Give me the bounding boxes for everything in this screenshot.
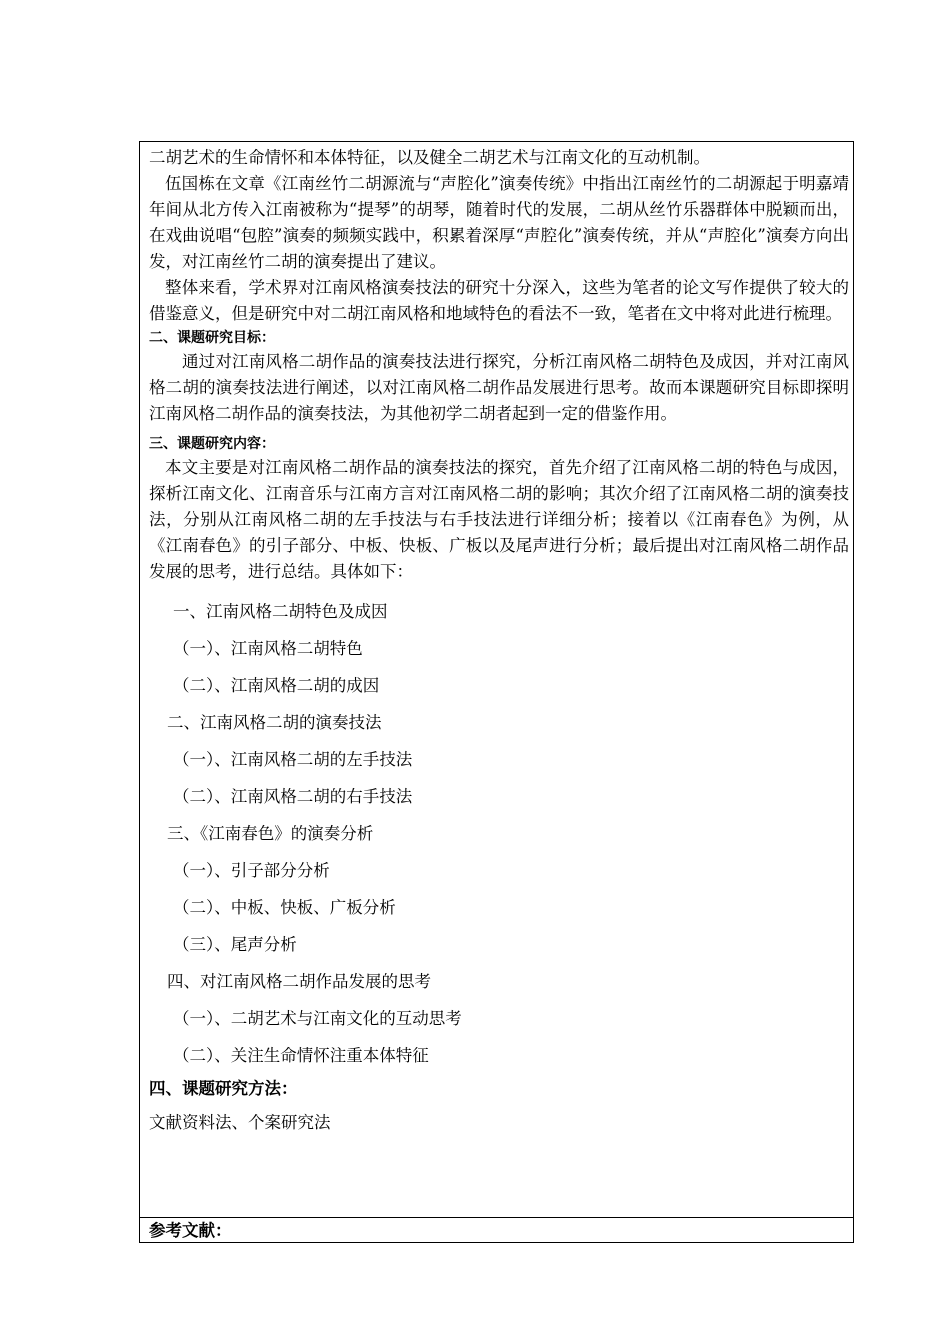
outline-item: 一、江南风格二胡特色及成因 bbox=[173, 602, 388, 621]
paragraph-continuation: 二胡艺术的生命情怀和本体特征，以及健全二胡艺术与江南文化的互动机制。 bbox=[149, 148, 710, 167]
references-heading: 参考文献： bbox=[149, 1221, 232, 1240]
section-4-heading: 四、课题研究方法： bbox=[149, 1079, 298, 1098]
outline-item: （二）、江南风格二胡的成因 bbox=[173, 676, 380, 695]
outline-item: 二、江南风格二胡的演奏技法 bbox=[167, 713, 382, 732]
paragraph-summary: 整体来看，学术界对江南风格演奏技法的研究十分深入，这些为笔者的论文写作提供了较大的借鉴意义，但是研究中对二胡江南风格和地域特色的看法不一致，笔者在文中将对此进行梳理。 bbox=[149, 278, 849, 323]
outline-list bbox=[149, 593, 849, 1074]
outline-item: （一）、引子部分分析 bbox=[173, 861, 330, 880]
paragraph-wu-guodong: 伍国栋在文章《江南丝竹二胡源流与“声腔化”演奏传统》中指出江南丝竹的二胡源起于明嘉靖年间从北方传入江南被称为“提琴”的胡琴，随着时代的发展，二胡从丝竹乐器群体中脱颖而出，在戏曲说唱“包腔”演奏的频频实践中，积累着深厚“声腔化”演奏传统，并从“声腔化”演奏方向出发，对江南丝竹二胡的演奏提出了建议。 bbox=[149, 174, 849, 271]
outline-item: （三）、尾声分析 bbox=[173, 935, 297, 954]
outline-item: （二）、中板、快板、广板分析 bbox=[173, 898, 396, 917]
outline-item: （一）、二胡艺术与江南文化的互动思考 bbox=[173, 1009, 462, 1028]
outline-item: 三、《江南春色》的演奏分析 bbox=[167, 824, 374, 843]
section-2-body: 通过对江南风格二胡作品的演奏技法进行探究，分析江南风格二胡特色及成因，并对江南风格二胡的演奏技法进行阐述，以对江南风格二胡作品发展进行思考。故而本课题研究目标即探明江南风格二胡作品的演奏技法，为其他初学二胡者起到一定的借鉴作用。 bbox=[149, 352, 849, 423]
outline-item: 四、对江南风格二胡作品发展的思考 bbox=[167, 972, 431, 991]
section-3-body: 本文主要是对江南风格二胡作品的演奏技法的探究，首先介绍了江南风格二胡的特色与成因，探析江南文化、江南音乐与江南方言对江南风格二胡的影响；其次介绍了江南风格二胡的演奏技法，分别从江南风格二胡的左手技法与右手技法进行详细分析；接着以《江南春色》为例，从《江南春色》的引子部分、中板、快板、广板以及尾声进行分析；最后提出对江南风格二胡作品发展的思考，进行总结。具体如下： bbox=[149, 458, 849, 581]
outline-item: （二）、关注生命情怀注重本体特征 bbox=[173, 1046, 429, 1065]
content-cell bbox=[149, 145, 849, 1141]
section-2-heading: 二、课题研究目标： bbox=[149, 330, 275, 346]
outline-item: （二）、江南风格二胡的右手技法 bbox=[173, 787, 413, 806]
section-4-body: 文献资料法、个案研究法 bbox=[149, 1113, 331, 1132]
outline-item: （一）、江南风格二胡特色 bbox=[173, 639, 363, 658]
proposal-table bbox=[139, 141, 854, 1243]
section-3-heading: 三、课题研究内容： bbox=[149, 436, 275, 452]
table-row-divider bbox=[140, 1217, 853, 1218]
outline-item: （一）、江南风格二胡的左手技法 bbox=[173, 750, 413, 769]
